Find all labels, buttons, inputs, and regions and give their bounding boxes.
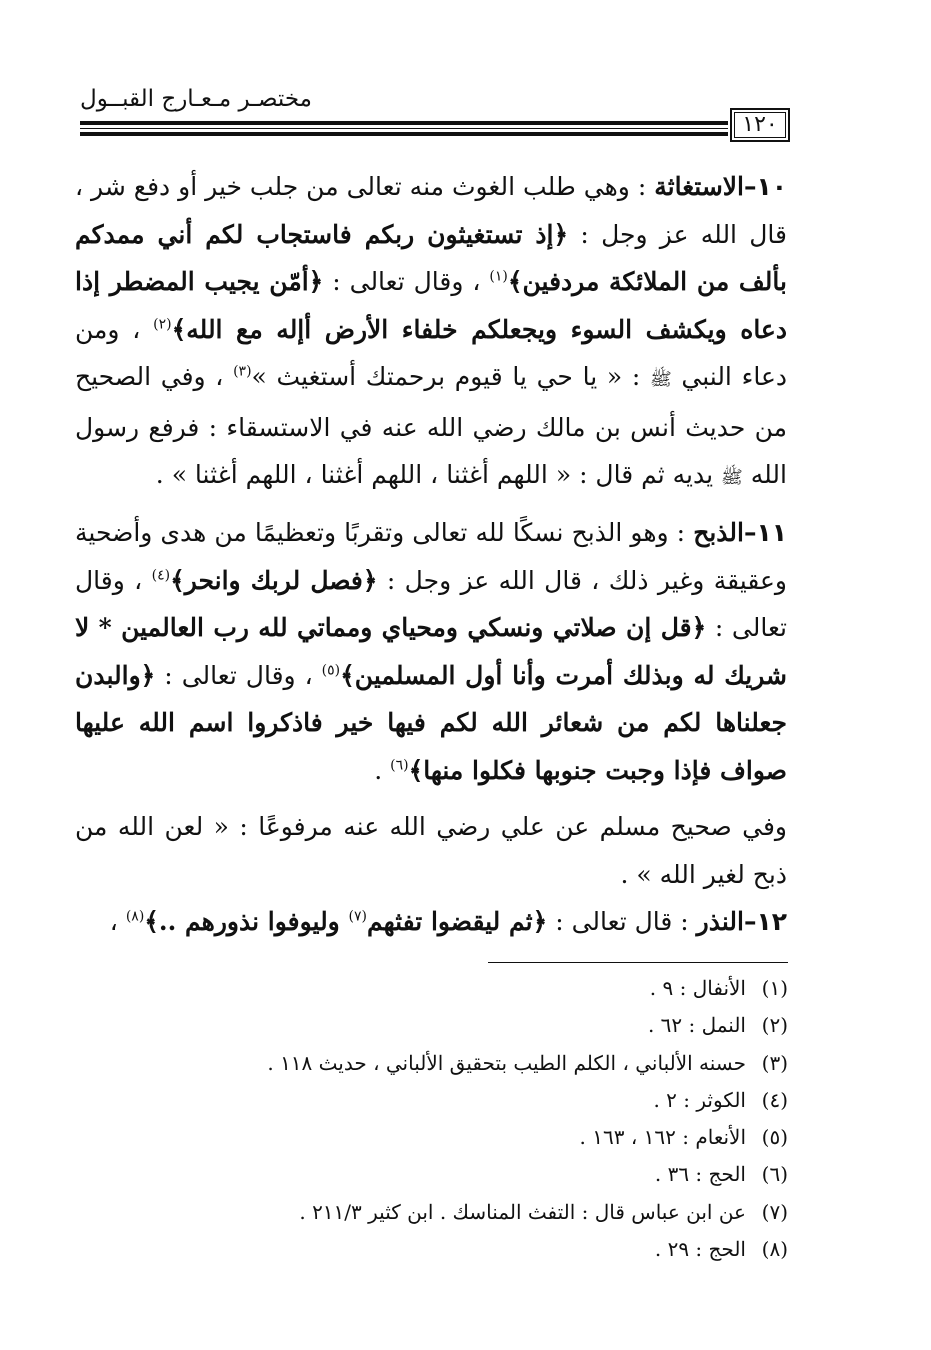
footnote-number: (٢) [761,1013,788,1038]
body-text: ، ومن دعاء النبي [75,314,787,391]
footnote-item [200,1007,788,1044]
body-text: وفي صحيح مسلم عن علي رضي الله عنه مرفوعًا : « لعن الله من ذبح لغير الله » . [75,812,787,889]
quran-quote: وليوفوا نذورهم ..﴾ [144,907,349,936]
item-term: النذر [696,907,744,936]
item-number: ١١– [743,518,787,547]
footnote-text: عن ابن عباس قال : التفث المناسك . ابن كثير ٢١١/٣ . [299,1199,746,1224]
quran-quote: ﴿أمّن يجيب المضطر إذا دعاه ويكشف السوء ويجعلكم خلفاء الأرض أإله مع الله﴾ [75,267,787,344]
body-text: ، وفي الصحيح من حديث أنس بن مالك رضي الله عنه في الاستسقاء : فرفع رسول الله [75,362,787,489]
footnote-number: (٤) [761,1087,788,1112]
footnote-item [200,1082,788,1119]
footnote-text: الأنعام : ١٦٢ ، ١٦٣ . [579,1125,746,1150]
item-term: الذبح [693,518,744,547]
footnote-ref[interactable]: (١) [489,268,508,285]
running-header-title: مختصـر مـعـارج القبــول [80,86,312,112]
footnote-number: (٦) [761,1162,788,1187]
paragraph-muslim-hadith [75,803,787,898]
paragraph-dhabh [75,509,787,794]
paragraph-istighatha [75,163,787,502]
footnote-text: حسنه الألباني ، الكلم الطيب بتحقيق الألباني ، حديث ١١٨ . [267,1050,746,1075]
footnote-text: الحج : ٢٩ . [654,1237,746,1262]
body-text: . [374,755,391,785]
footnote-ref[interactable]: (٧) [348,908,367,925]
footnote-item [200,1045,788,1082]
footnote-item [200,1119,788,1156]
body-text: ، وقال تعالى : [75,565,787,642]
quran-quote: ﴿قل إن صلاتي ونسكي ومحياي ومماتي لله رب العالمين * لا شريك له وبذلك أمرت وأنا أول المسلمين﴾ [75,613,787,690]
footnote-ref[interactable]: (٢) [153,316,172,333]
footnote-ref[interactable]: (٤) [151,567,171,584]
footnote-item [200,1194,788,1231]
footnote-number: (٨) [761,1237,788,1262]
header-rule-thick-top [80,121,728,125]
body-text: : وهو الذبح نسكًا لله تعالى وتقربًا وتعظيمًا من هدى وأضحية وعقيقة وغير ذلك ، قال الله عز وجل : [75,518,787,595]
page-number: ١٢٠ [730,108,790,142]
item-number: ١٠– [743,172,787,201]
quran-quote: ﴿والبدن جعلناها لكم من شعائر الله لكم فيها خير فاذكروا اسم الله عليها صواف فإذا وجبت جنوبها فكلوا منها﴾ [75,660,787,785]
body-text: ، [109,907,126,936]
footnotes-list [200,970,788,1268]
footnote-text: الحج : ٣٦ . [654,1162,746,1187]
body-text: ، وقال تعالى : [323,267,490,296]
footnote-number: (٥) [761,1125,788,1150]
footnote-text: الكوثر : ٢ . [653,1087,746,1112]
body-text: ، وقال تعالى : [155,660,322,690]
footnote-item [200,1156,788,1193]
salutation-glyph: ﷺ [649,369,672,390]
hadith-text: : « يا حي يا قيوم برحمتك أستغيث » [251,362,650,391]
footnote-separator [488,962,788,963]
body-text: يديه ثم قال : « اللهم أغثنا ، اللهم أغثنا ، اللهم أغثنا » . [155,460,722,489]
footnote-item [200,1231,788,1268]
quran-quote: ﴿إذ تستغيثون ربكم فاستجاب لكم أني ممدكم بألف من الملائكة مردفين﴾ [75,219,788,296]
body-text: : قال تعالى : [547,907,697,936]
body-text: : وهي طلب الغوث منه تعالى من جلب خير أو دفع شر ، قال الله عز وجل : [75,172,787,249]
header-rule-thick-bottom [80,132,728,136]
footnote-ref[interactable]: (٣) [233,363,252,380]
footnote-ref[interactable]: (٥) [321,662,341,679]
footnote-text: الأنفال : ٩ . [649,976,746,1000]
footnote-item [200,970,788,1007]
footnote-text: النمل : ٦٢ . [647,1013,746,1038]
salutation-glyph: ﷺ [721,467,743,488]
footnote-number: (٣) [761,1050,788,1075]
quran-quote: ﴿فصل لربك وانحر﴾ [170,565,378,595]
paragraph-nadhr [75,898,787,946]
item-number: ١٢– [743,907,787,936]
header-rule-thin [80,128,728,129]
item-term: الاستغاثة [654,172,744,201]
footnote-number: (١) [761,976,788,1000]
quran-quote: ﴿ثم ليقضوا تفثهم [366,907,548,936]
footnote-number: (٧) [761,1199,788,1224]
footnote-ref[interactable]: (٨) [125,908,145,925]
footnote-ref[interactable]: (٦) [390,757,409,774]
